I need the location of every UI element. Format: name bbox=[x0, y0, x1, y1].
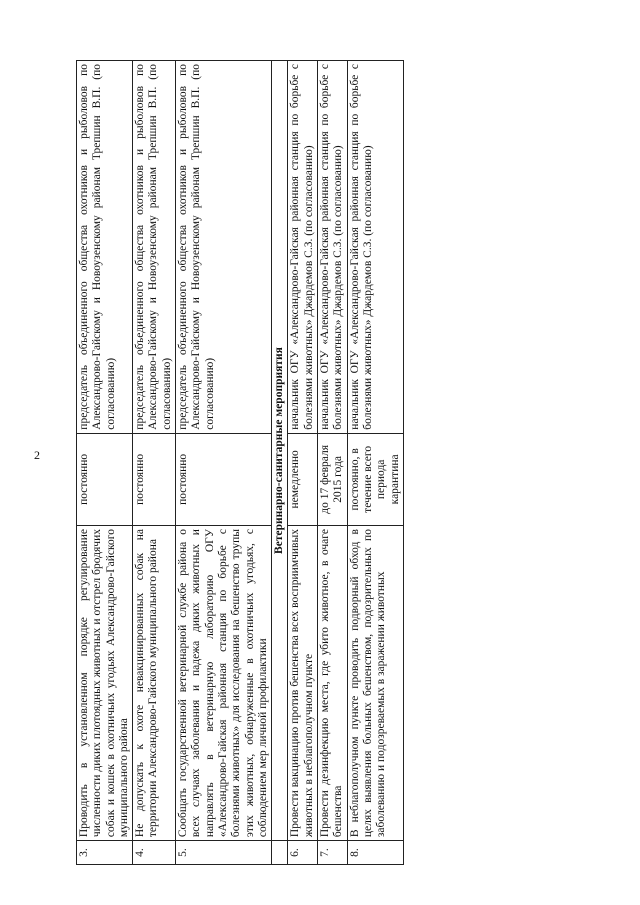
table-row bbox=[77, 61, 133, 865]
rotated-page bbox=[76, 60, 586, 865]
measures-table bbox=[76, 60, 404, 865]
row-term: немедленно bbox=[288, 433, 318, 525]
row-number: 5. bbox=[176, 841, 272, 865]
row-action: Провести вакцинацию против бешенства всех восприимчивых животных в неблагополучном пункте bbox=[288, 526, 318, 841]
row-action: Не допускать к охоте невакцинированных собак на территории Александрово-Гайского муниципального района bbox=[133, 526, 176, 841]
section-row bbox=[272, 61, 288, 865]
row-responsible: начальник ОГУ «Александрово-Гайская районная станция по борьбе с болезнями животных» Джардемов С.З. (по согласованию) bbox=[288, 61, 318, 434]
row-action: В неблагополучном пункте проводить подворный обход в целях выявления больных бешенством, подозрительных по заболеванию и подозреваемых в заражении животных bbox=[347, 526, 403, 841]
row-action: Сообщать государственной ветеринарной службе района о всех случаях заболевания и падежа диких животных и направлять в ветеринарную лабораторию ОГУ «Александрово-Гайская районная станция по борьбе с болезнями животных» для исследования на бешенство трупы этих животных, обнаруженные в охотничьих угодьях, с соблюдением мер личной профилактики bbox=[176, 526, 272, 841]
table-row bbox=[133, 61, 176, 865]
row-responsible: начальник ОГУ «Александрово-Гайская районная станция по борьбе с болезнями животных» Джардемов С.З. (по согласованию) bbox=[347, 61, 403, 434]
row-term: постоянно bbox=[77, 433, 133, 525]
page-number: 2 bbox=[34, 448, 40, 462]
row-number: 8. bbox=[347, 841, 403, 865]
row-action: Провести дезинфекцию места, где убито животное, в очаге бешенства bbox=[318, 526, 348, 841]
row-term: постоянно bbox=[176, 433, 272, 525]
row-number: 6. bbox=[288, 841, 318, 865]
row-number: 3. bbox=[77, 841, 133, 865]
row-term: постоянно, в течение всего периода карантина bbox=[347, 433, 403, 525]
row-term: до 17 февраля 2015 года bbox=[318, 433, 348, 525]
table-row bbox=[288, 61, 318, 865]
section-title: Ветеринарно-санитарные мероприятия bbox=[272, 61, 288, 841]
table-row bbox=[347, 61, 403, 865]
table-row bbox=[176, 61, 272, 865]
row-number: 7. bbox=[318, 841, 348, 865]
row-responsible: начальник ОГУ «Александрово-Гайская районная станция по борьбе с болезнями животных» Джардемов С.З. (по согласованию) bbox=[318, 61, 348, 434]
row-responsible: председатель объединенного общества охотников и рыболовов по Александрово-Гайскому и Новоузенскому районам Трепшин В.П. (по согласованию) bbox=[176, 61, 272, 434]
row-term: постоянно bbox=[133, 433, 176, 525]
row-responsible: председатель объединенного общества охотников и рыболовов по Александрово-Гайскому и Новоузенскому районам Трепшин В.П. (по согласованию) bbox=[133, 61, 176, 434]
row-number: 4. bbox=[133, 841, 176, 865]
row-action: Проводить в установленном порядке регулирование численности диких плотоядных животных и отстрел бродячих собак и кошек в охотничьих угодьях Александрово-Гайского муниципального района bbox=[77, 526, 133, 841]
table-row bbox=[318, 61, 348, 865]
row-responsible: председатель объединенного общества охотников и рыболовов по Александрово-Гайскому и Новоузенскому районам Трепшин В.П. (по согласованию) bbox=[77, 61, 133, 434]
